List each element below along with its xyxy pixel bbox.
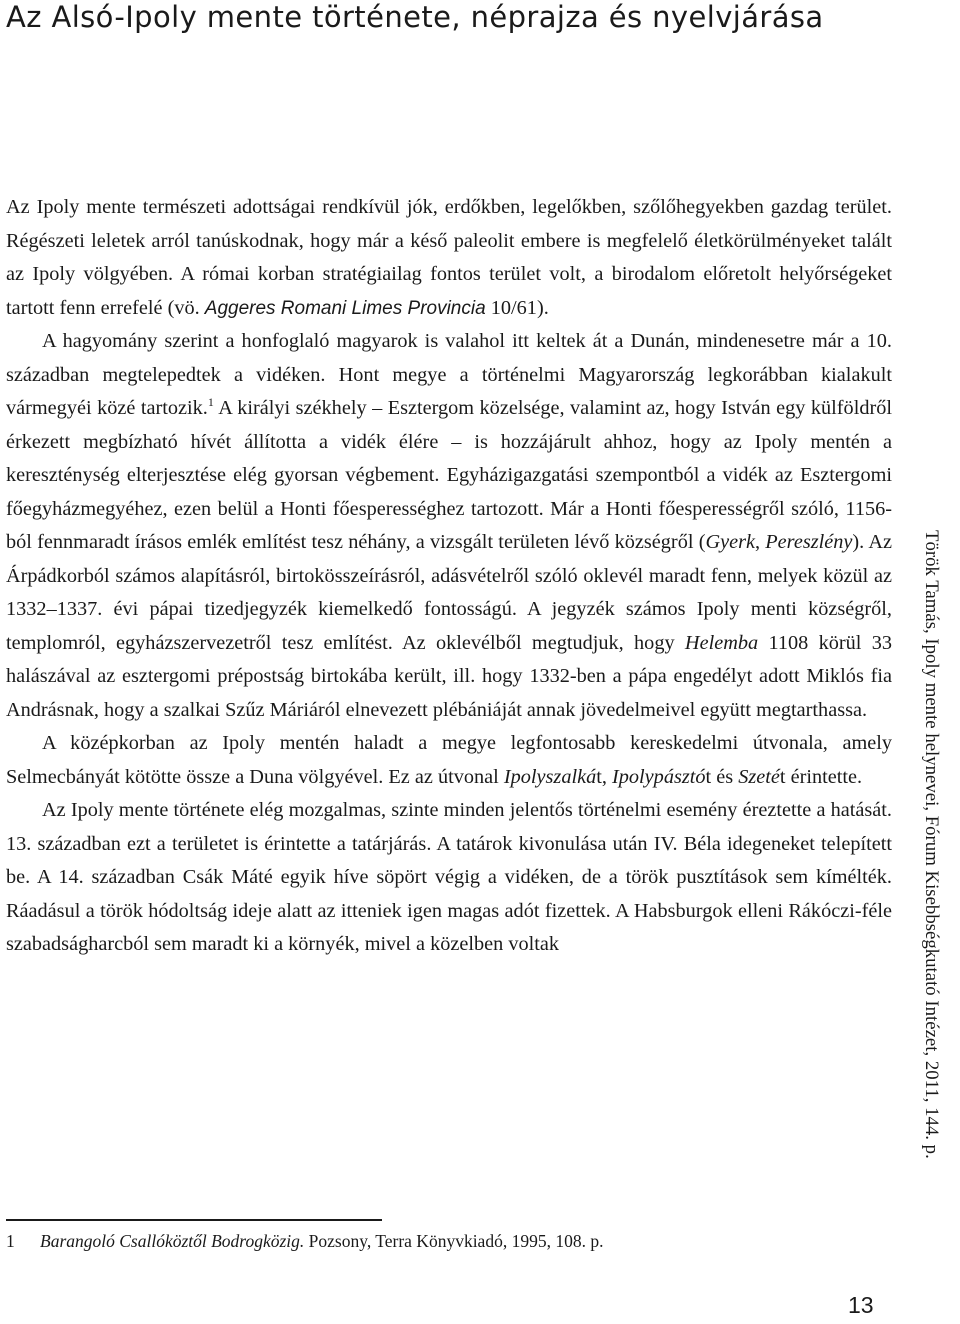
- chapter-header: Az Alsó-Ipoly mente története, néprajza és nyelvjárása: [6, 0, 824, 34]
- italic-place-name: Gyerk: [705, 531, 755, 553]
- italic-place-name: Ipolyszalká: [503, 765, 597, 788]
- italic-place-name: Helemba: [684, 631, 759, 654]
- italic-citation: Aggeres Romani Limes Provincia: [204, 297, 486, 319]
- paragraph-1: Az Ipoly mente természeti adottságai rendkívül jók, erdőkben, legelőkben, szőlőhegyekben gazdag terület. Régészeti leletek arról tanúskodnak, hogy már a késő paleolit embere is megfelelő életkörülményeket talált az Ipoly völgyében. A római korban stratégiailag fontos terület volt, a birodalom előretolt helyőrségeket tartott fenn errefelé (vö. Aggeres Romani Limes Provincia 10/61).: [6, 196, 892, 319]
- footnote-marker: 1: [207, 395, 214, 409]
- footnote-text: Pozsony, Terra Könyvkiadó, 1995, 108. p.: [304, 1231, 604, 1251]
- italic-place-name: Szeté: [738, 765, 780, 788]
- italic-place-name: Pereszlény: [765, 531, 853, 553]
- footnote-title: Barangoló Csallóköztől Bodrogközig.: [40, 1231, 305, 1251]
- footnote: [6, 1231, 603, 1252]
- body-text: [6, 191, 892, 962]
- page-number: 13: [848, 1292, 874, 1318]
- footnote-divider: [6, 1219, 382, 1221]
- side-citation: Török Tamás, Ipoly mente helynevei, Fórum Kisebbségkutató Intézet, 2011, 144. p.: [921, 530, 942, 1159]
- paragraph-3: A középkorban az Ipoly mentén haladt a megye legfontosabb kereskedelmi útvonala, amely Selmecbányát kötötte össze a Duna völgyével. Ez az útvonal Ipolyszalkát, Ipolypásztót és Szetét érintette.: [6, 732, 892, 788]
- footnote-number: 1: [6, 1231, 15, 1251]
- italic-place-name: Ipolypásztó: [612, 765, 706, 788]
- paragraph-2: A hagyomány szerint a honfoglaló magyarok is valahol itt keltek át a Dunán, mindenesetre már a 10. században megtelepedtek a vidéken. Hont megye a történelmi Magyarország legkorábban kialakult vármegyéi közé tartozik.$^1$ A királyi székhely – Esztergom közelsége, valamint az, hogy István egy külföldről érkezett megbízható hívét állította a vidék élére – is hozzájárult ahhoz, hogy az Ipoly mentén a kereszténység elterjesztése elég gyorsan végbement. Egyházigazgatási szempontból a vidék az Esztergomi főegyházmegyéhez, ezen belül a Honti főesperességhez tartozott. Már a Honti főesperességről szóló, 1156-ból fennmaradt írásos emlék említést tesz néhány, a vizsgált területen lévő községről (Gyerk, Pereszlény). Az Árpádkorból számos alapításról, birtokösszeírásról, adásvételről szóló oklevél maradt fenn, melyek közül az 1332–1337. évi pápai tizedjegyzék kiemelkedő fontosságú. A jegyzék számos Ipoly menti községről, templomról, egyházszervezetről tesz említést. Az oklevélből megtudjuk, hogy Helemba 1108 körül 33 halászával az esztergomi prépostság birtokába került, ill. hogy 1332-ben a pápa engedélyt adott Miklós fia Andrásnak, hogy a szalkai Szűz Máriáról elnevezett plébániáját annak jövedelmeivel együtt megtarthassa.: [6, 330, 893, 721]
- paragraph-4: Az Ipoly mente története elég mozgalmas, szinte minden jelentős történelmi esemény éreztette a hatását. 13. században ezt a területet is érintette a tatárjárás. A tatárok kivonulása után IV. Béla idegeneket telepített be. A 14. században Csák Máté egyik híve söpört végig a vidéken, de a török pusztítások sem kímélték. Ráadásul a török hódoltság ideje alatt az itteniek igen magas adót fizettek. A Habsburgok elleni Rákóczi-féle szabadságharcból sem maradt ki a környék, mivel a közelben voltak: [6, 799, 892, 955]
